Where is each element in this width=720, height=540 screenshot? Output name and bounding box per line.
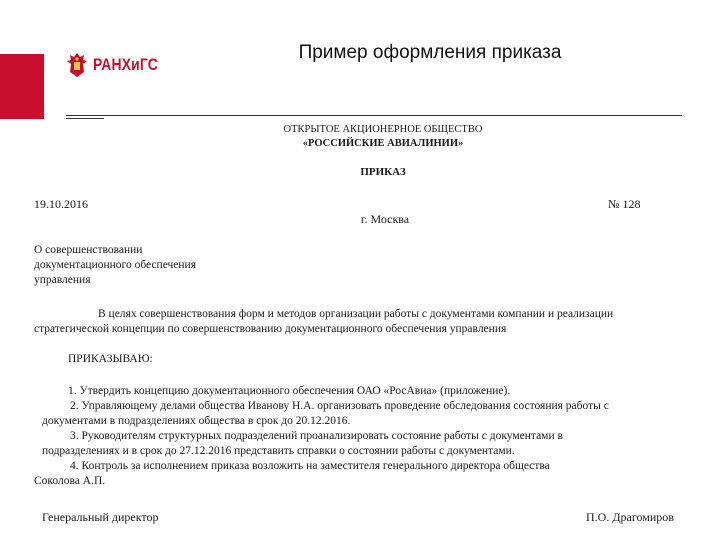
order-items-list (34, 384, 694, 489)
eagle-crest-icon (66, 52, 88, 78)
list-item: 4. Контроль за исполнением приказа возложить на заместителя генерального директора общества (70, 460, 550, 472)
document-date: 19.10.2016 (34, 197, 88, 211)
red-accent-bar (0, 54, 44, 119)
heading-line: документационного обеспечения (34, 259, 197, 271)
preamble-line: В целях совершенствования форм и методов организации работы с документами компании и реализации (98, 308, 614, 320)
document-number: № 128 (608, 197, 641, 211)
list-item-continuation: документами в подразделениях общества в срок до 20.12.2016. (42, 415, 351, 427)
heading-line: О совершенствовании (34, 244, 143, 256)
list-item: 3. Руководителям структурных подразделений проанализировать состояние работы с документами в (70, 430, 563, 442)
slide-title: Пример оформления приказа (298, 42, 562, 63)
logo-text: РАНХиГС (93, 55, 159, 74)
list-item: 1. Утвердить концепцию документационного обеспечения ОАО «РосАвиа» (приложение). (68, 385, 511, 397)
signature-name: П.О. Драгомиров (586, 510, 674, 524)
document-type: ПРИКАЗ (360, 166, 406, 178)
org-name-line-1: ОТКРЫТОЕ АКЦИОНЕРНОЕ ОБЩЕСТВО (283, 124, 483, 135)
list-item-continuation: подразделениях и в срок до 27.12.2016 представить справки о состоянии работы с документами. (42, 445, 515, 457)
preamble-line: стратегической концепции по совершенствованию документационного обеспечения управления (34, 323, 507, 335)
signature-title: Генеральный директор (42, 510, 159, 524)
document-city: г. Москва (360, 212, 410, 226)
ranepa-logo (66, 52, 172, 78)
org-name-line-2: «РОССИЙСКИЕ АВИАЛИНИИ» (302, 138, 464, 149)
list-item-continuation: Соколова А.П. (34, 475, 106, 487)
document-heading (34, 243, 234, 288)
order-word: ПРИКАЗЫВАЮ: (68, 353, 153, 365)
heading-line: управления (34, 274, 91, 286)
header-divider (66, 115, 682, 116)
list-item: 2. Управляющему делами общества Иванову Н.А. организовать проведение обследования состояния работы с (70, 400, 609, 412)
document-preamble (34, 307, 694, 337)
header-divider-short (66, 118, 104, 119)
